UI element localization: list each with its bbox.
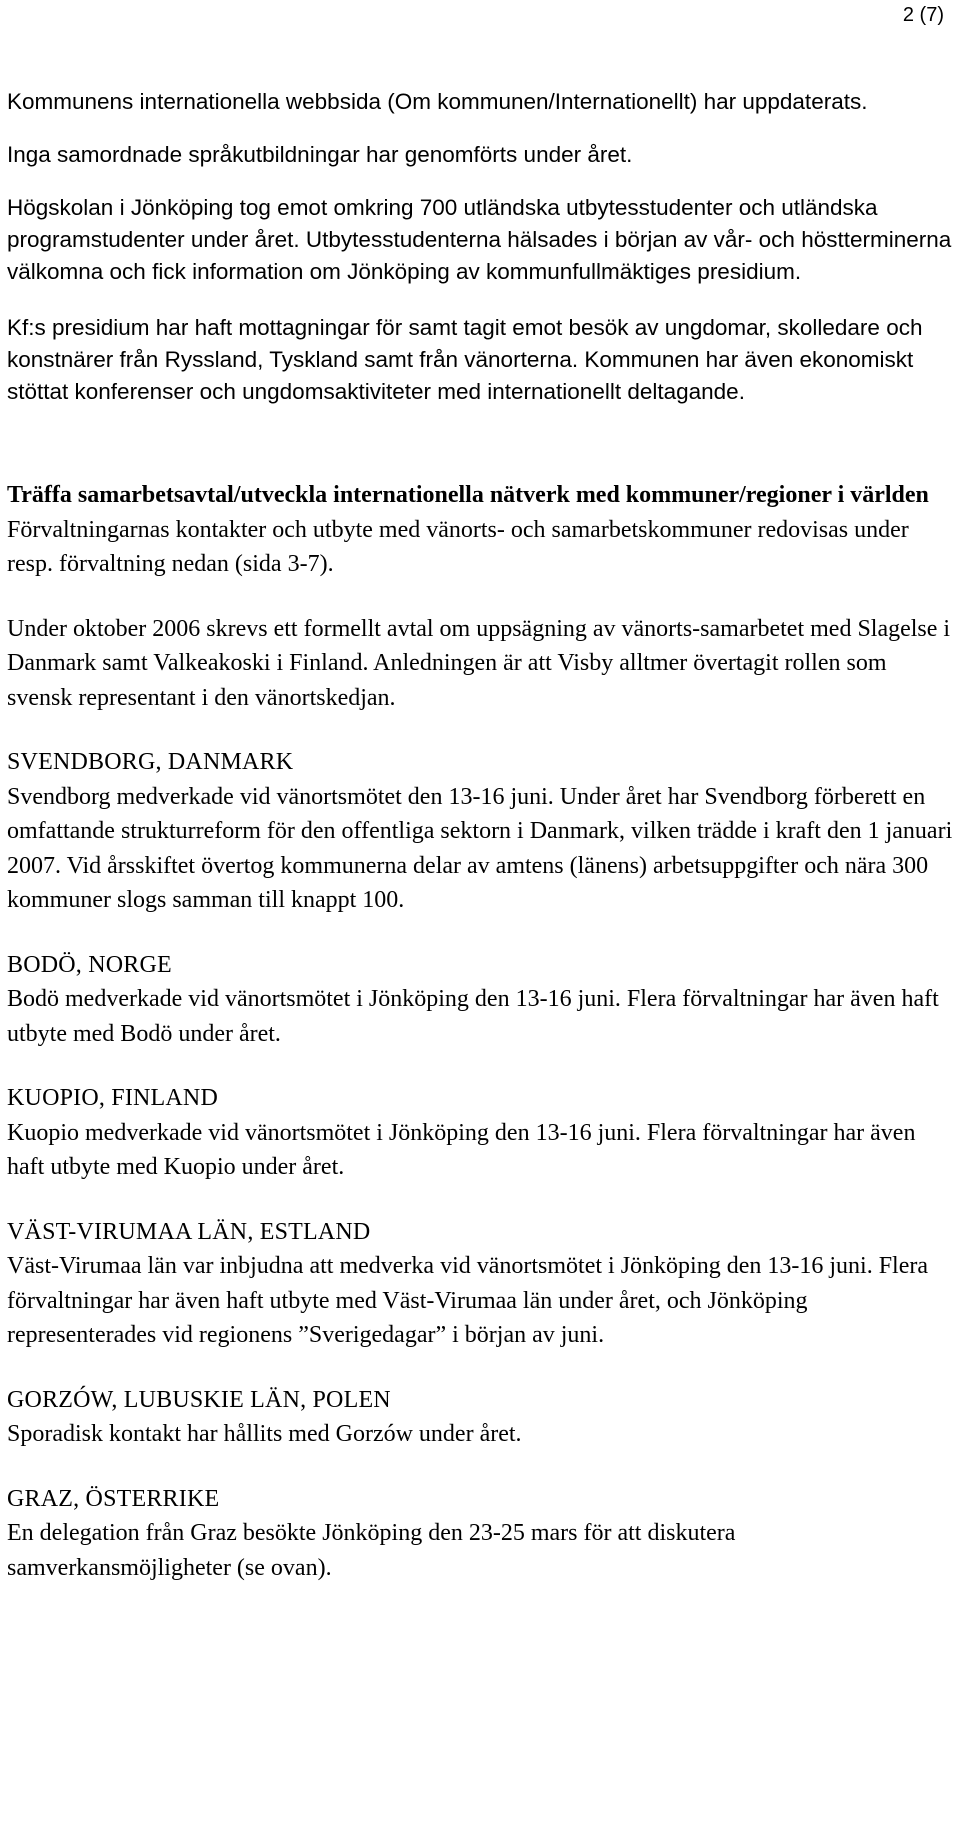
partner-text: Bodö medverkade vid vänortsmötet i Jönköping den 13-16 juni. Flera förvaltningar har även haft utbyte med Bodö under året. [7, 986, 939, 1047]
partner-section-vast-virumaa [7, 1215, 953, 1353]
partner-text: Svendborg medverkade vid vänortsmötet den 13-16 juni. Under året har Svendborg förberett en omfattande strukturreform för den offentliga sektorn i Danmark, vilken trädde i kraft den 1 januari 2007. Vid årsskiftet övertog kommunerna delar av amtens (länens) arbetsuppgifter och nära 300 kommuner slogs samman till knappt 100. [7, 783, 953, 913]
heading-intro: Förvaltningarnas kontakter och utbyte med vänorts- och samarbetskommuner redovisas under resp. förvaltning nedan (sida 3-7). [7, 516, 909, 577]
partner-section-graz [7, 1482, 953, 1586]
partner-title: BODÖ, NORGE [7, 951, 172, 978]
partner-text: Sporadisk kontakt har hållits med Gorzów under året. [7, 1421, 522, 1447]
network-section [7, 478, 953, 1585]
partner-text: Väst-Virumaa län var inbjudna att medverka vid vänortsmötet i Jönköping den 13-16 juni. Flera förvaltningar har även haft utbyte med Väst-Virumaa län under året, och Jönköping representerades vid regionens ”Sverigedagar” i början av juni. [7, 1253, 929, 1348]
intro-block [7, 86, 953, 408]
partner-section-gorzow [7, 1383, 953, 1452]
partner-title: SVENDBORG, DANMARK [7, 749, 294, 775]
intro-paragraph: Högskolan i Jönköping tog emot omkring 700 utländska utbytesstudenter och utländska programstudenter under året. Utbytesstudenterna hälsades i början av vår- och höstterminerna välkomna och fick information om Jönköping av kommunfullmäktiges presidium. [7, 195, 952, 284]
partner-title: KUOPIO, FINLAND [7, 1085, 218, 1111]
intro-paragraph: Kf:s presidium har haft mottagningar för samt tagit emot besök av ungdomar, skolledare och konstnärer från Ryssland, Tyskland samt från vänorterna. Kommunen har även ekonomiskt stöttat konferenser och ungdomsaktiviteter med internationellt deltagande. [7, 315, 923, 404]
termination-paragraph: Under oktober 2006 skrevs ett formellt avtal om uppsägning av vänorts-samarbetet med Slagelse i Danmark samt Valkeakoski i Finland. Anledningen är att Visby alltmer övertagit rollen som svensk representant i den vänortskedjan. [7, 615, 951, 711]
partner-section-kuopio [7, 1081, 953, 1185]
partner-section-bodo [7, 948, 953, 1052]
partner-section-svendborg [7, 745, 953, 918]
partner-title: GORZÓW, LUBUSKIE LÄN, POLEN [7, 1386, 391, 1413]
intro-paragraph: Kommunens internationella webbsida (Om kommunen/Internationellt) har uppdaterats. [7, 89, 868, 114]
partner-title: GRAZ, ÖSTERRIKE [7, 1485, 220, 1512]
partner-text: En delegation från Graz besökte Jönköping den 23-25 mars för att diskutera samverkansmöjligheter (se ovan). [7, 1520, 736, 1581]
intro-paragraph: Inga samordnade språkutbildningar har genomförts under året. [7, 142, 633, 167]
document-body [7, 86, 953, 1585]
partner-text: Kuopio medverkade vid vänortsmötet i Jönköping den 13-16 juni. Flera förvaltningar har även haft utbyte med Kuopio under året. [7, 1119, 916, 1180]
partner-title: VÄST-VIRUMAA LÄN, ESTLAND [7, 1218, 371, 1245]
section-heading: Träffa samarbetsavtal/utveckla internationella nätverk med kommuner/regioner i världen [7, 482, 929, 508]
page-number: 2 (7) [902, 4, 944, 26]
